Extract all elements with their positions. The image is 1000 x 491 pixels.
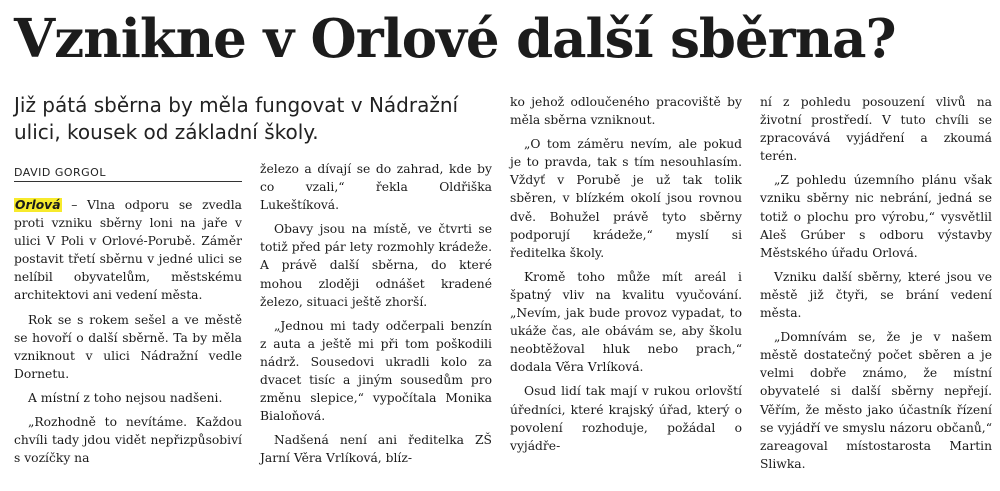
byline: DAVID GORGOL — [14, 166, 242, 182]
headline: Vznikne v Orlové další sběrna? — [14, 8, 896, 70]
paragraph: Osud lidí tak mají v rukou orlovští úředníci, které krajský úřad, který o povolení rozhoduje, požádal o vyjádře- — [510, 384, 742, 453]
paragraph: ko jehož odloučeného pracoviště by měla sběrna vzniknout. — [510, 95, 742, 128]
paragraph: A místní z toho nejsou nadšeni. — [28, 390, 223, 405]
article-column-4 — [760, 93, 992, 473]
paragraph: Kromě toho může mít areál i špatný vliv na kvalitu vyučování. „Nevím, jak bude provoz vypadat, to ukáže čas, ale obávám se, aby školu neobtěžoval hluk nebo prach,“ dodala Věra Vrlíková. — [510, 269, 742, 375]
paragraph: „Z pohledu územního plánu však vzniku sběrny nic nebrání, jedná se totiž o plochu pro výrobu,“ vysvětlil Aleš Grúber s odboru výstavby Městského úřadu Orlová. — [760, 173, 992, 260]
paragraph: Vzniku další sběrny, které jsou ve městě již čtyři, se brání vedení města. — [760, 269, 992, 321]
lead-paragraph — [14, 196, 242, 305]
paragraph: Nadšená není ani ředitelka ZŠ Jarní Věra Vrlíková, blíz- — [260, 433, 492, 466]
paragraph: železo a dívají se do zahrad, kde by co vzali,“ řekla Oldřiška Lukeštíková. — [260, 162, 492, 213]
article-column-2 — [260, 160, 492, 468]
place-dateline: Orlová — [15, 198, 61, 212]
lead-text: – Vlna odporu se zvedla proti vzniku sběrny loni na jaře v ulici V Poli v Orlové-Porubě. Záměr postavit třetí sběrnu v jedné ulici se nelíbil obyvatelům, městskému architektovi ani vedení města. — [14, 198, 242, 303]
subheadline: Již pátá sběrna by měla fungovat v Nádražní ulici, kousek od základní školy. — [14, 93, 459, 144]
paragraph: ní z pohledu posouzení vlivů na životní prostředí. V tuto chvíli se zpracovává vyjádření a zkoumá terén. — [760, 95, 992, 164]
paragraph: „Jednou mi tady odčerpali benzín z auta a ještě mi při tom poškodili nádrž. Sousedovi ukradli kolo za dvacet tisíc a jiným sousedům pro změnu slepice,“ vypočítala Monika Bialoňová. — [260, 318, 492, 424]
paragraph: „Rozhodně to nevítáme. Každou chvíli tady jdou vidět nepřizpůsobiví s vozíčky na — [14, 415, 242, 466]
article-column-3 — [510, 93, 742, 455]
paragraph: „O tom záměru nevím, ale pokud je to pravda, tak s tím nesouhlasím. Vždyť v Porubě je už tak tolik sběren, v blízkém okolí jsou rovnou dvě. Bohužel právě tyto sběrny podporují krádeže,“ myslí si ředitelka školy. — [510, 137, 742, 260]
article-column-1 — [14, 196, 242, 467]
paragraph: „Domnívám se, že je v našem městě dostatečný počet sběren a je velmi dobře známo, že místní obyvatelé si další sběrny nepřejí. Věřím, že město jako účastník řízení se vyjádří ve smyslu názoru občanů,“ zareagoval místostarosta Martin Sliwka. — [760, 330, 992, 471]
paragraph: Obavy jsou na místě, ve čtvrti se totiž před pár lety rozmohly krádeže. A právě další sběrna, do které mohou zloději odnášet kradené železo, situaci ještě zhorší. — [260, 222, 492, 309]
paragraph: Rok se s rokem sešel a ve městě se hovoří o další sběrně. Ta by měla vzniknout v ulici Nádražní vedle Dornetu. — [14, 312, 242, 381]
